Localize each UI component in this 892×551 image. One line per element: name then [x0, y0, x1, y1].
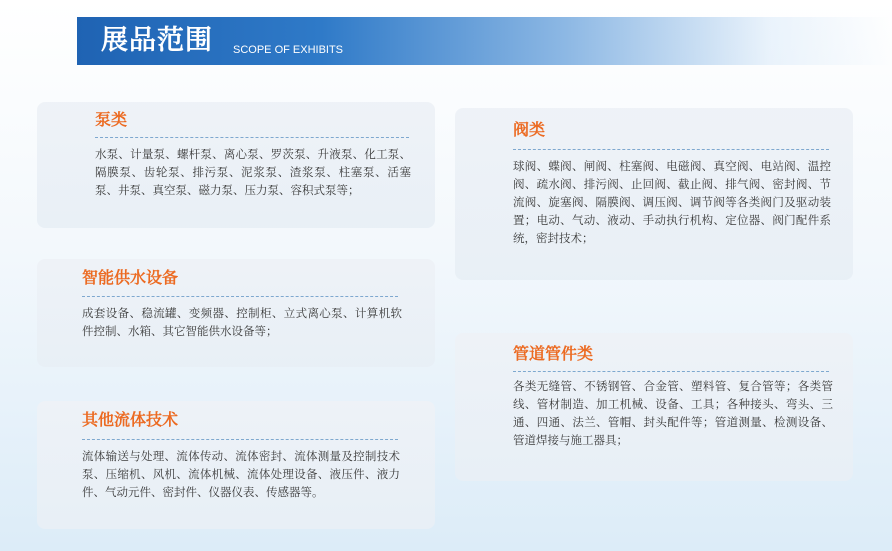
- card-fluid-tech-body: 流体输送与处理、流体传动、流体密封、流体测量及控制技术泵、压缩机、风机、流体机械、流体处理设备、液压件、液力件、气动元件、密封件、仪器仪表、传感器等。: [82, 449, 400, 499]
- card-valves-title: 阀类: [513, 120, 546, 139]
- card-valves: [455, 108, 853, 280]
- card-pipes-title: 管道管件类: [513, 344, 594, 363]
- divider: [513, 371, 829, 372]
- card-water-supply-body: 成套设备、稳流罐、变频器、控制柜、立式离心泵、计算机软件控制、水箱、其它智能供水设备等；: [82, 306, 402, 338]
- card-pipes-body: 各类无缝管、不锈钢管、合金管、塑料管、复合管等；各类管线、管材制造、加工机械、设备、工具；各种接头、弯头、三通、四通、法兰、管帽、封头配件等；管道测量、检测设备、管道焊接与施工器具；: [513, 379, 833, 447]
- page-title: 展品范围: [101, 25, 213, 56]
- card-fluid-tech: [37, 401, 435, 529]
- divider: [82, 296, 398, 297]
- card-pumps: [37, 102, 435, 228]
- divider: [513, 149, 829, 150]
- divider: [95, 137, 409, 138]
- card-water-supply-title: 智能供水设备: [82, 268, 179, 287]
- card-pumps-title: 泵类: [95, 110, 128, 129]
- card-pumps-body: 水泵、计量泵、螺杆泵、离心泵、罗茨泵、升液泵、化工泵、隔膜泵、齿轮泵、排污泵、泥浆泵、渣浆泵、柱塞泵、活塞泵、井泵、真空泵、磁力泵、压力泵、容积式泵等；: [95, 147, 411, 197]
- divider: [82, 439, 398, 440]
- page-subtitle: SCOPE OF EXHIBITS: [233, 44, 344, 56]
- card-water-supply: [37, 259, 435, 367]
- card-valves-body: 球阀、蝶阀、闸阀、柱塞阀、电磁阀、真空阀、电站阀、温控阀、疏水阀、排污阀、止回阀、截止阀、排气阀、密封阀、节流阀、旋塞阀、隔膜阀、调压阀、调节阀等各类阀门及驱动装置；电动、气动、液动、手动执行机构、定位器、阀门配件系统，密封技术；: [513, 159, 831, 245]
- card-fluid-tech-title: 其他流体技术: [82, 410, 179, 429]
- card-pipes: [455, 333, 853, 481]
- section-banner: [77, 17, 892, 65]
